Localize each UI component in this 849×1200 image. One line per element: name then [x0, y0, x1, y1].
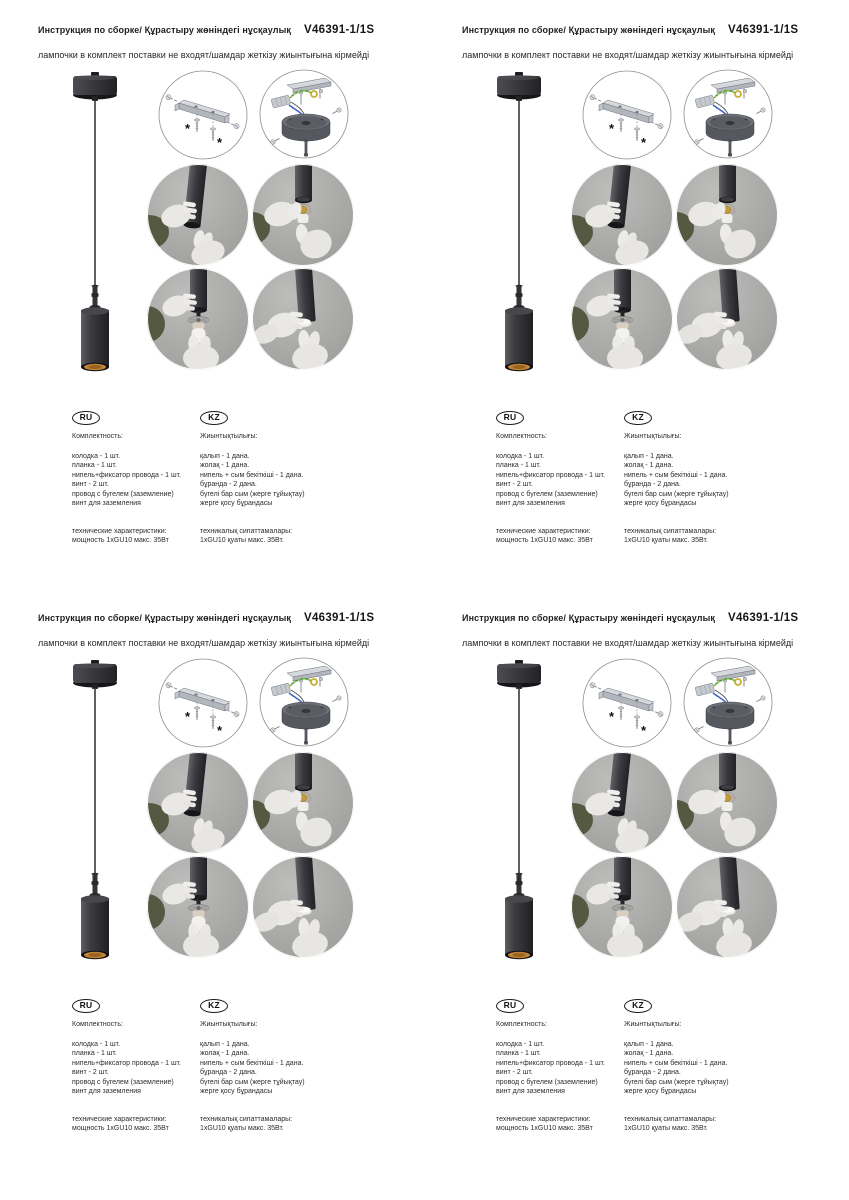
diagram-canopy-wiring: [683, 657, 773, 747]
kz-section: [624, 999, 766, 1134]
kz-section: [624, 411, 766, 546]
bulbs-not-included-note: лампочки в комплект поставки не входят/шамдар жеткізу жиынтығына кірмейді: [462, 638, 794, 648]
kz-contents-title: Жиынтықтылығы:: [200, 1021, 258, 1028]
kz-contents-title: Жиынтықтылығы:: [624, 433, 682, 440]
list-item: провод с бугелем (заземление): [496, 490, 598, 498]
ru-specs-value: мощность 1xGU10 макс. 35Вт: [496, 1125, 593, 1132]
list-item: жерге қосу бұрандасы: [200, 500, 273, 507]
ru-language-badge: RU: [496, 411, 524, 425]
ru-section: [72, 999, 198, 1134]
ru-specs: [72, 527, 198, 546]
ru-section: [496, 999, 622, 1134]
kz-section: [200, 999, 342, 1134]
photo-step-hold-tube: [571, 752, 673, 854]
ru-contents-title: Комплектность:: [496, 1021, 547, 1028]
ru-specs: [72, 1115, 198, 1134]
photo-step-install-bulb: [147, 856, 249, 958]
list-item: провод с бугелем (заземление): [496, 1078, 598, 1086]
product-code: V46391-1/1S: [303, 612, 375, 624]
sheet-title: Инструкция по сборке/ Құрастыру жөніндегі нұсқаулық: [38, 25, 291, 35]
list-item: нипель + сым бекіткіші - 1 дана.: [624, 1059, 728, 1067]
photo-step-attach-ring: [676, 268, 778, 370]
list-item: жолақ - 1 дана.: [624, 1050, 674, 1057]
cord-nipple-connector: [90, 285, 101, 309]
list-item: қалып - 1 дана.: [200, 1040, 250, 1048]
list-item: нипель + сым бекіткіші - 1 дана.: [624, 471, 728, 479]
kz-specs-title: техникалық сипаттамалары:: [624, 1115, 717, 1123]
list-item: жолақ - 1 дана.: [624, 462, 674, 469]
asterisk-marker-icon: *: [609, 121, 615, 136]
sheet-header: [462, 612, 798, 624]
kz-specs-value: 1xGU10 қуаты макс. 35Вт.: [624, 537, 708, 544]
kz-specs: [624, 527, 766, 546]
list-item: нипель+фиксатор провода - 1 шт.: [496, 1059, 605, 1067]
kz-language-badge: KZ: [200, 999, 228, 1013]
ceiling-canopy: [497, 72, 541, 101]
ground-screw-icon: [743, 677, 747, 681]
photo-step-attach-ring: [252, 268, 354, 370]
list-item: бүгелі бар сым (жерге тұйықтау): [200, 1078, 305, 1086]
diagram-canopy-wiring: [683, 69, 773, 159]
ru-contents-list: [72, 452, 198, 509]
ru-contents-list: [496, 1040, 622, 1097]
cylinder-shade: [81, 307, 109, 371]
list-item: қалып - 1 дана.: [200, 452, 250, 460]
instruction-sheet: [454, 608, 849, 1196]
ru-contents-list: [72, 1040, 198, 1097]
shade-tube: [190, 268, 207, 313]
ceiling-canopy: [73, 72, 117, 101]
ru-specs-title: технические характеристики:: [72, 1115, 167, 1123]
shade-tube: [295, 164, 312, 203]
shade-tube: [614, 268, 631, 313]
ru-contents-list: [496, 452, 622, 509]
kz-contents-title: Жиынтықтылығы:: [624, 1021, 682, 1028]
ru-specs-title: технические характеристики:: [496, 527, 591, 535]
ground-screw-icon: [743, 89, 747, 93]
diagram-canopy-wiring: [259, 69, 349, 159]
ru-section: [496, 411, 622, 546]
instruction-sheet: [30, 20, 454, 608]
asterisk-marker-icon: *: [641, 723, 647, 738]
ground-screw-icon: [319, 89, 323, 93]
list-item: бүгелі бар сым (жерге тұйықтау): [624, 1078, 729, 1086]
pendant-lamp-illustration: [70, 72, 120, 374]
list-item: планка - 1 шт.: [496, 462, 541, 469]
kz-specs-value: 1xGU10 қуаты макс. 35Вт.: [200, 1125, 284, 1132]
list-item: винт для заземления: [72, 500, 141, 507]
kz-specs-title: техникалық сипаттамалары:: [200, 1115, 293, 1123]
pendant-lamp-illustration: [494, 660, 544, 962]
list-item: планка - 1 шт.: [72, 1050, 117, 1057]
sheet-title: Инструкция по сборке/ Құрастыру жөніндегі нұсқаулық: [38, 613, 291, 623]
list-item: жолақ - 1 дана.: [200, 462, 250, 469]
cylinder-shade: [505, 895, 533, 959]
ceiling-canopy: [497, 660, 541, 689]
list-item: планка - 1 шт.: [72, 462, 117, 469]
bulbs-not-included-note: лампочки в комплект поставки не входят/шамдар жеткізу жиынтығына кірмейді: [38, 50, 370, 60]
kz-specs-title: техникалық сипаттамалары:: [200, 527, 293, 535]
diagram-mounting-bracket: [158, 658, 248, 748]
diagram-mounting-bracket: [158, 70, 248, 160]
shade-tube: [295, 752, 312, 791]
sheet-header: [462, 24, 798, 36]
product-code: V46391-1/1S: [727, 24, 799, 36]
list-item: колодка - 1 шт.: [496, 452, 545, 460]
product-code: V46391-1/1S: [303, 24, 375, 36]
kz-language-badge: KZ: [200, 411, 228, 425]
diagram-mounting-bracket: [582, 70, 672, 160]
asterisk-marker-icon: *: [217, 723, 223, 738]
list-item: колодка - 1 шт.: [72, 1040, 121, 1048]
sheet-title: Инструкция по сборке/ Құрастыру жөніндегі нұсқаулық: [462, 25, 715, 35]
kz-language-badge: KZ: [624, 999, 652, 1013]
list-item: жерге қосу бұрандасы: [624, 500, 697, 507]
photo-step-insert-socket: [676, 164, 778, 266]
photo-step-insert-socket: [252, 164, 354, 266]
suspension-cord: [518, 100, 520, 285]
diagram-mounting-bracket: [582, 658, 672, 748]
list-item: винт для заземления: [496, 500, 565, 507]
pendant-lamp-illustration: [494, 72, 544, 374]
list-item: бүгелі бар сым (жерге тұйықтау): [624, 490, 729, 498]
ru-specs-value: мощность 1xGU10 макс. 35Вт: [72, 537, 169, 544]
list-item: винт - 2 шт.: [496, 1069, 533, 1076]
kz-specs-value: 1xGU10 қуаты макс. 35Вт.: [624, 1125, 708, 1132]
ru-contents-title: Комплектность:: [72, 433, 123, 440]
photo-step-hold-tube: [147, 752, 249, 854]
kz-specs: [200, 527, 342, 546]
sheet-header: [38, 24, 374, 36]
suspension-cord: [518, 688, 520, 873]
sheet-header: [38, 612, 374, 624]
photo-step-attach-ring: [252, 856, 354, 958]
list-item: нипель+фиксатор провода - 1 шт.: [72, 471, 181, 479]
photo-step-hold-tube: [147, 164, 249, 266]
photo-step-install-bulb: [571, 856, 673, 958]
ru-section: [72, 411, 198, 546]
asterisk-marker-icon: *: [609, 709, 615, 724]
kz-contents-list: [200, 1040, 342, 1097]
photo-step-install-bulb: [571, 268, 673, 370]
cylinder-shade: [81, 895, 109, 959]
photo-step-insert-socket: [676, 752, 778, 854]
kz-specs: [624, 1115, 766, 1134]
list-item: винт - 2 шт.: [72, 481, 109, 488]
shade-tube: [614, 856, 631, 901]
kz-language-badge: KZ: [624, 411, 652, 425]
list-item: бұранда - 2 дана.: [624, 481, 681, 488]
kz-specs: [200, 1115, 342, 1134]
list-item: жерге қосу бұрандасы: [200, 1088, 273, 1095]
cord-nipple-connector: [514, 285, 525, 309]
shade-tube: [190, 856, 207, 901]
ru-specs: [496, 527, 622, 546]
kz-contents-list: [200, 452, 342, 509]
list-item: нипель+фиксатор провода - 1 шт.: [72, 1059, 181, 1067]
cord-nipple-connector: [514, 873, 525, 897]
list-item: бұранда - 2 дана.: [624, 1069, 681, 1076]
asterisk-marker-icon: *: [217, 135, 223, 150]
list-item: нипель + сым бекіткіші - 1 дана.: [200, 471, 304, 479]
ru-specs-title: технические характеристики:: [72, 527, 167, 535]
suspension-cord: [94, 100, 96, 285]
list-item: винт - 2 шт.: [496, 481, 533, 488]
bulbs-not-included-note: лампочки в комплект поставки не входят/шамдар жеткізу жиынтығына кірмейді: [462, 50, 794, 60]
list-item: жерге қосу бұрандасы: [624, 1088, 697, 1095]
diagram-canopy-wiring: [259, 657, 349, 747]
shade-tube: [719, 752, 736, 791]
asterisk-marker-icon: *: [185, 709, 191, 724]
list-item: провод с бугелем (заземление): [72, 1078, 174, 1086]
ru-language-badge: RU: [72, 411, 100, 425]
kz-specs-value: 1xGU10 қуаты макс. 35Вт.: [200, 537, 284, 544]
list-item: бұранда - 2 дана.: [200, 1069, 257, 1076]
suspension-cord: [94, 688, 96, 873]
list-item: бүгелі бар сым (жерге тұйықтау): [200, 490, 305, 498]
kz-contents-list: [624, 452, 766, 509]
ru-specs: [496, 1115, 622, 1134]
list-item: колодка - 1 шт.: [72, 452, 121, 460]
kz-contents-title: Жиынтықтылығы:: [200, 433, 258, 440]
kz-contents-list: [624, 1040, 766, 1097]
ru-language-badge: RU: [72, 999, 100, 1013]
list-item: қалып - 1 дана.: [624, 1040, 674, 1048]
product-code: V46391-1/1S: [727, 612, 799, 624]
list-item: винт - 2 шт.: [72, 1069, 109, 1076]
ru-specs-value: мощность 1xGU10 макс. 35Вт: [496, 537, 593, 544]
photo-step-attach-ring: [676, 856, 778, 958]
kz-section: [200, 411, 342, 546]
shade-tube: [719, 164, 736, 203]
sheet-title: Инструкция по сборке/ Құрастыру жөніндегі нұсқаулық: [462, 613, 715, 623]
list-item: планка - 1 шт.: [496, 1050, 541, 1057]
list-item: қалып - 1 дана.: [624, 452, 674, 460]
list-item: провод с бугелем (заземление): [72, 490, 174, 498]
list-item: колодка - 1 шт.: [496, 1040, 545, 1048]
cylinder-shade: [505, 307, 533, 371]
ru-contents-title: Комплектность:: [496, 433, 547, 440]
list-item: винт для заземления: [496, 1088, 565, 1095]
list-item: бұранда - 2 дана.: [200, 481, 257, 488]
list-item: нипель + сым бекіткіші - 1 дана.: [200, 1059, 304, 1067]
list-item: нипель+фиксатор провода - 1 шт.: [496, 471, 605, 479]
ru-specs-title: технические характеристики:: [496, 1115, 591, 1123]
photo-step-insert-socket: [252, 752, 354, 854]
asterisk-marker-icon: *: [185, 121, 191, 136]
instruction-sheet: [454, 20, 849, 608]
list-item: жолақ - 1 дана.: [200, 1050, 250, 1057]
pendant-lamp-illustration: [70, 660, 120, 962]
list-item: винт для заземления: [72, 1088, 141, 1095]
ru-contents-title: Комплектность:: [72, 1021, 123, 1028]
ru-language-badge: RU: [496, 999, 524, 1013]
photo-step-install-bulb: [147, 268, 249, 370]
asterisk-marker-icon: *: [641, 135, 647, 150]
ru-specs-value: мощность 1xGU10 макс. 35Вт: [72, 1125, 169, 1132]
photo-step-hold-tube: [571, 164, 673, 266]
bulbs-not-included-note: лампочки в комплект поставки не входят/шамдар жеткізу жиынтығына кірмейді: [38, 638, 370, 648]
cord-nipple-connector: [90, 873, 101, 897]
ceiling-canopy: [73, 660, 117, 689]
instruction-sheet: [30, 608, 454, 1196]
kz-specs-title: техникалық сипаттамалары:: [624, 527, 717, 535]
ground-screw-icon: [319, 677, 323, 681]
